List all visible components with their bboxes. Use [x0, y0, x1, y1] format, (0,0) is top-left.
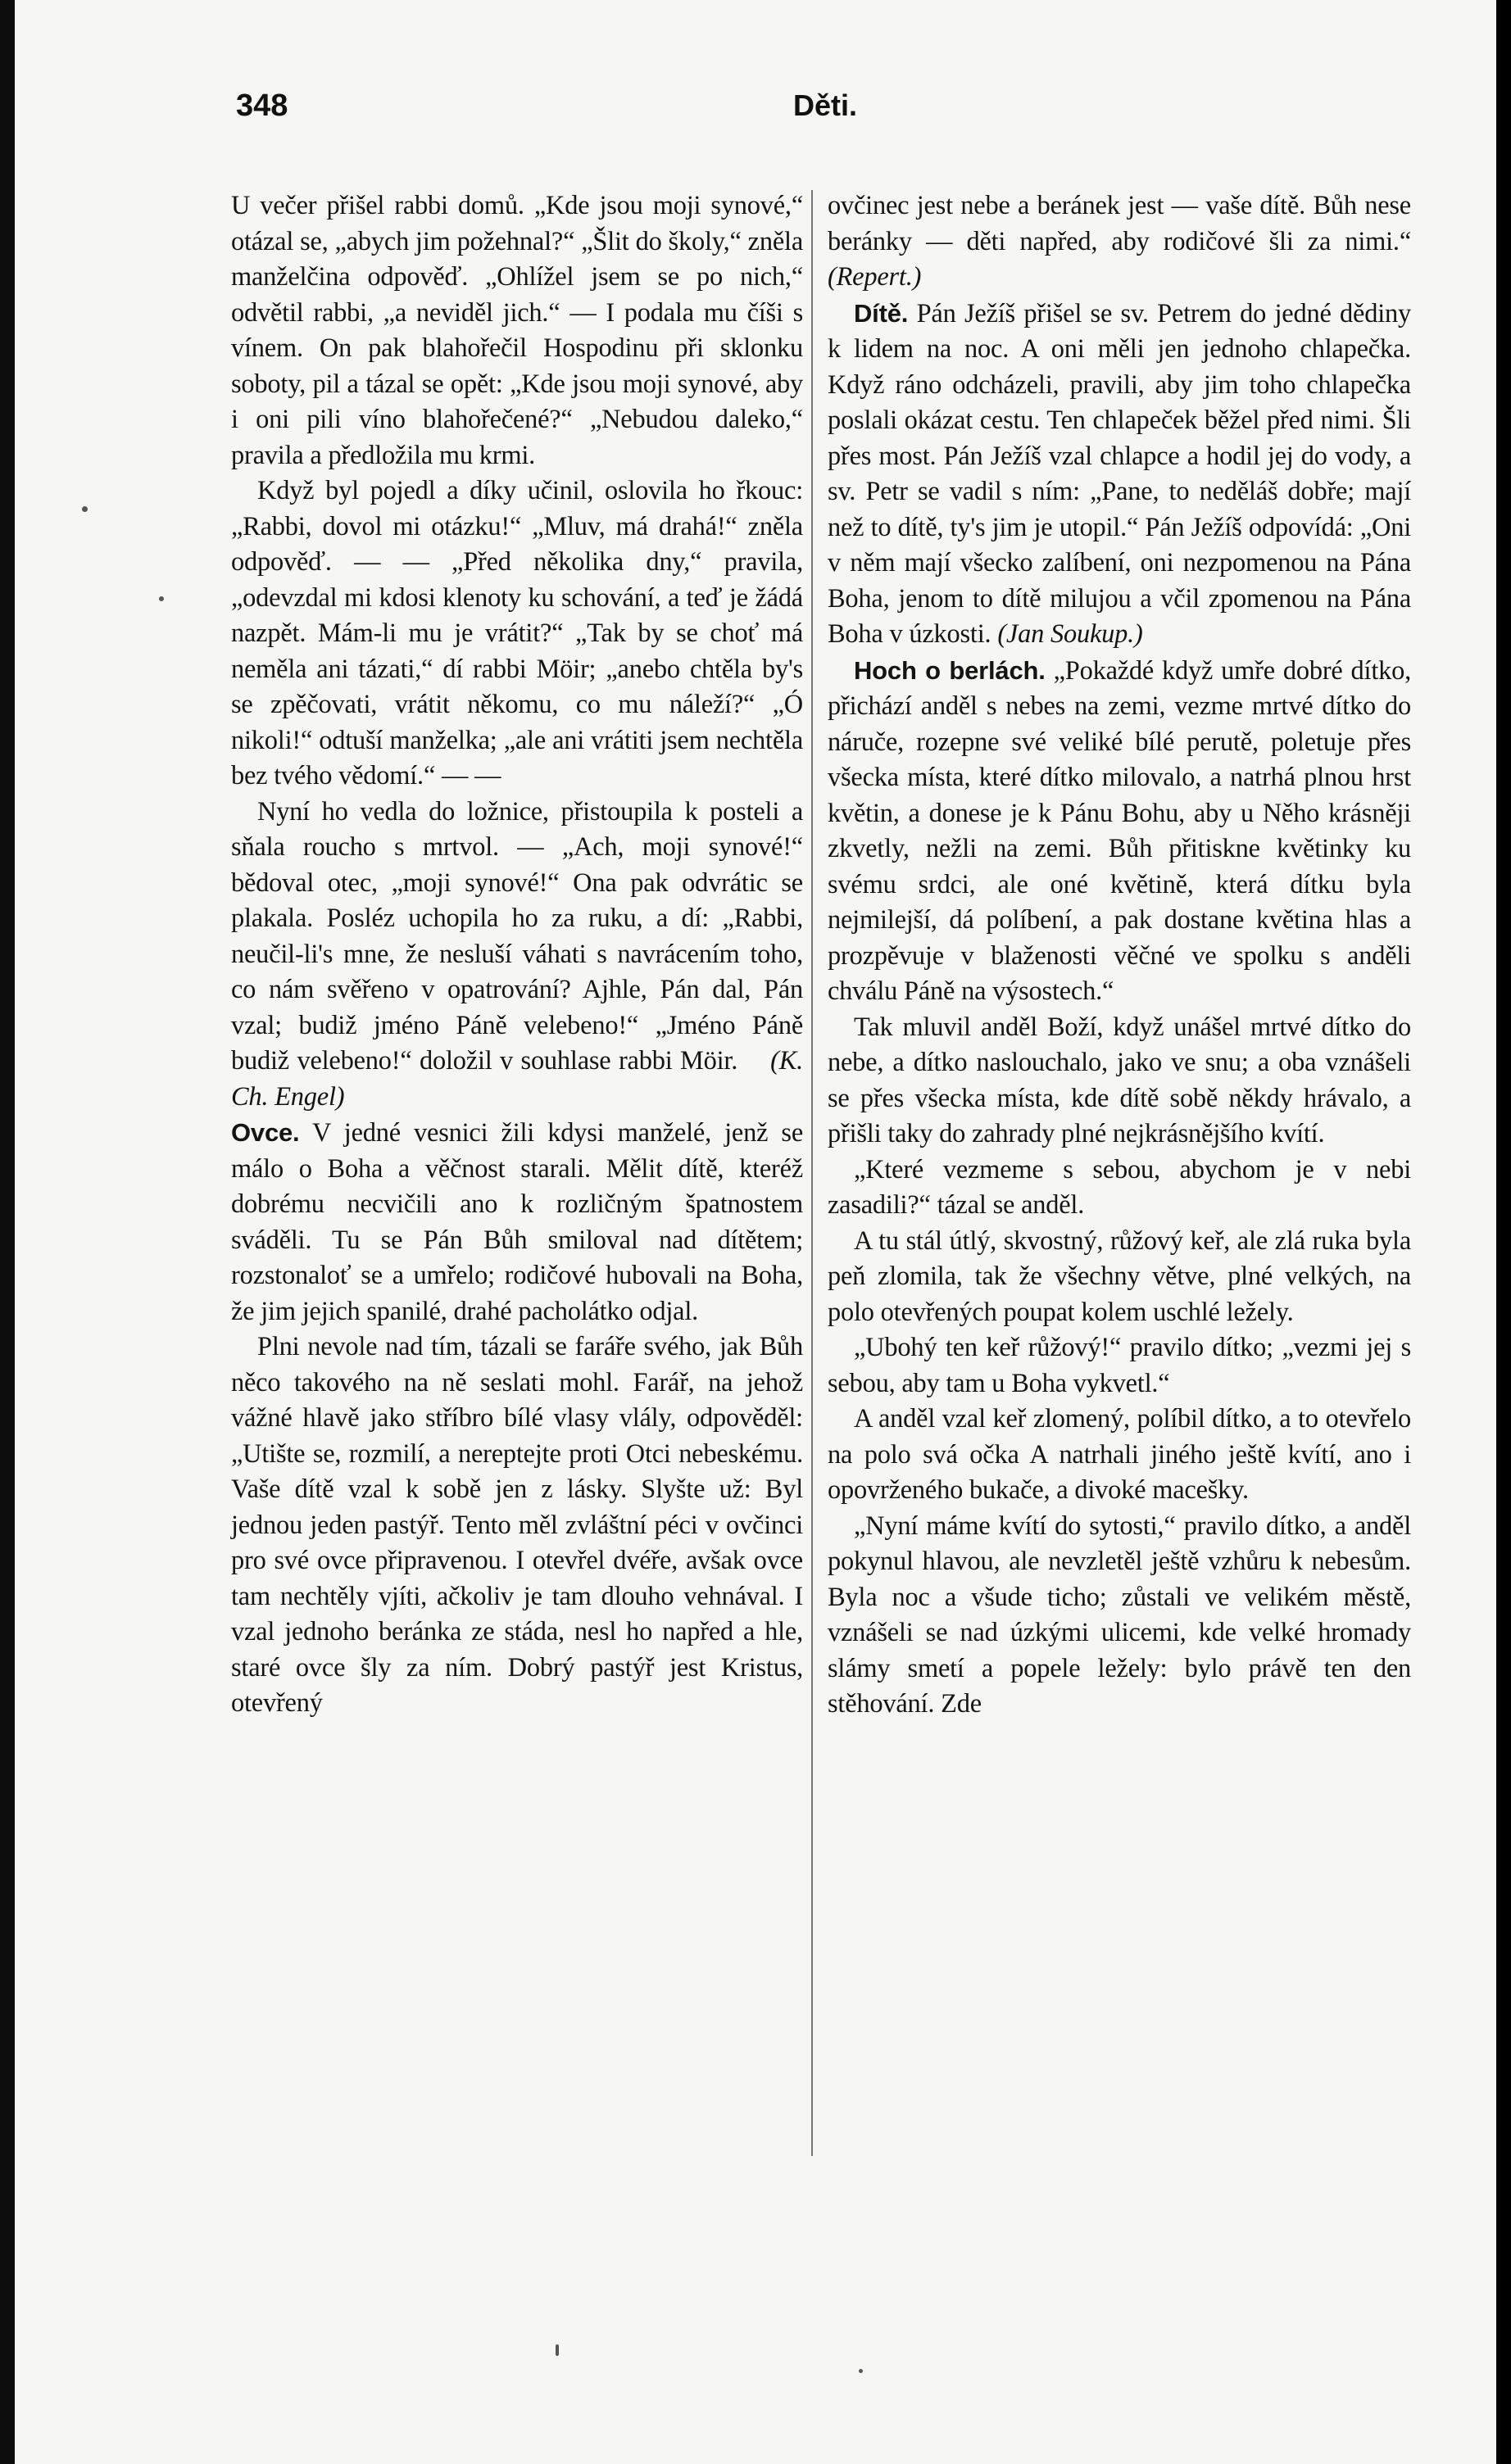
right-paragraph-8: A anděl vzal keř zlomený, políbil dítko, a to otevřelo na polo svá očka A natrhali jiného ještě kvítí, ano i opovrženého bukače, a divoké macešky. [828, 1404, 1411, 1505]
print-speck [159, 596, 164, 601]
right-paragraph-9: „Nyní máme kvítí do sytosti,“ pravilo dítko, a anděl pokynul hlavou, ale nevzletěl ještě vzhůru k nebesům. Byla noc a všude ticho; zůstali ve velikém městě, vznášeli se nad úzkými ulicemi, kde velké hromady slámy smetí a popele ležely: bylo právě ten den stěhování. Zde [828, 1511, 1411, 1719]
book-page [15, 0, 1496, 2464]
left-paragraph-3 [231, 795, 803, 1116]
column-divider [811, 190, 813, 2156]
left-column [231, 188, 803, 1722]
right-paragraph-2 [828, 296, 1411, 653]
right-paragraph-7: „Ubohý ten keř růžový!“ pravilo dítko; „vezmi jej s sebou, aby tam u Boha vykvetl.“ [828, 1333, 1411, 1398]
print-speck [556, 2344, 559, 2356]
left-paragraph-2: Když byl pojedl a díky učinil, oslovila ho řkouc: „Rabbi, dovol mi otázku!“ „Mluv, má drahá!“ zněla odpověď. — — „Před několika dny,“ pravila, „odevzdal mi kdosi klenoty ku schování, a teď je žádá nazpět. Mám-li mu je vrátit?“ „Tak by se choť má neměla ani tázati,“ dí rabbi Möir; „anebo chtěla by's se zpěčovati, vrátit někomu, co mu náleží?“ „Ó nikoli!“ odtuší manželka; „ale ani vrátiti jsem nechtěla bez tvého vědomí.“ — — [231, 476, 803, 790]
print-speck [82, 506, 88, 512]
print-speck [859, 2369, 863, 2373]
page-header [236, 88, 859, 146]
right-paragraph-2-text: Pán Ježíš přišel se sv. Petrem do jedné dědiny k lidem na noc. A oni měli jen jednoho chlapečka. Když ráno odcházeli, pravili, aby jim toho chlapečka poslali okázat cestu. Ten chlapeček běžel před nimi. Šli přes most. Pán Ježíš vzal chlapce a hodil jej do vody, a sv. Petr se vadil s ním: „Pane, to neděláš dobře; mají než to dítě, ty's jim je utopil.“ Pán Ježíš odpovídá: „Oni v něm mají všecko zalíbení, oni nezpomenou na Pána Boha, jenom to dítě milujou a včil zpomenou na Pána Boha v úzkosti. [828, 298, 1411, 649]
left-paragraph-5: Plni nevole nad tím, tázali se faráře svého, jak Bůh něco takového na ně seslati mohl. Farář, na jehož vážné hlavě jako stříbro bílé vlasy vlály, odpověděl: „Utište se, rozmilí, a nereptejte proti Otci nebeskému. Vaše dítě vzal k sobě jen z lásky. Slyšte už: Byl jednou jeden pastýř. Tento měl zvláštní péci v ovčinci pro své ovce připravenou. I otevřel dvéře, avšak ovce tam nechtěly vjíti, ačkoliv je tam dlouho vehnával. I vzal jednoho beránka ze stáda, nesl ho napřed a hle, staré ovce šly za ním. Dobrý pastýř jest Kristus, otevřený [231, 1332, 803, 1718]
page-number: 348 [236, 88, 288, 123]
section-heading-hoch-o-berlach: Hoch o berlách. [854, 655, 1046, 685]
left-paragraph-4-text: V jedné vesnici žili kdysi manželé, jenž se málo o Boha a věčnost starali. Mělit dítě, kteréž dobrému necvičili ano k rozličným špatnostem sváděli. Tu se Pán Bůh smiloval nad dítětem; rozstonaloť se a umřelo; rodičové hubovali na Boha, že jim jejich spanilé, drahé pacholátko odjal. [231, 1118, 803, 1326]
right-paragraph-1-text: ovčinec jest nebe a beránek jest — vaše dítě. Bůh nese beránky — děti napřed, aby rodičové šli za nimi.“ [828, 191, 1411, 256]
citation-repert: (Repert.) [828, 262, 922, 292]
right-column [828, 188, 1411, 1723]
citation-soukup: (Jan Soukup.) [997, 619, 1143, 649]
left-paragraph-1: U večer přišel rabbi domů. „Kde jsou moji synové,“ otázal se, „abych jim požehnal?“ „Šlit do školy,“ zněla manželčina odpověď. „Ohlížel jsem se po nich,“ odvětil rabbi, „a neviděl jich.“ — I podala mu číši s vínem. On pak blahořečil Hospodinu při sklonku soboty, pil a tázal se opět: „Kde jsou moji synové, aby i oni pili víno blahořečené?“ „Nebudou daleko,“ pravila a předložila mu krmi. [231, 191, 803, 470]
right-paragraph-5: „Které vezmeme s sebou, abychom je v nebi zasadili?“ tázal se anděl. [828, 1154, 1411, 1220]
left-paragraph-3-text: Nyní ho vedla do ložnice, přistoupila k posteli a sňala roucho s mrtvol. — „Ach, moji synové!“ bědoval otec, „moji synové!“ Ona pak odvrátic se plakala. Posléz uchopila ho za ruku, a dí: „Rabbi, neučil-li's mne, že nesluší váhati s navrácením toho, co nám svěřeno v opatrování? Ajhle, Pán dal, Pán vzal; budiž jméno Páně velebeno!“ „Jméno Páně budiž velebeno!“ doložil v souhlase rabbi Möir. [231, 796, 803, 1076]
running-title: Děti. [793, 88, 858, 122]
right-paragraph-4: Tak mluvil anděl Boží, když unášel mrtvé dítko do nebe, a dítko naslouchalo, jako ve snu; a oba vznášeli se přes všecka místa, kde dítě sobě někdy hrávalo, a přišli taky do zahrady plné nejkrásnějšího kvítí. [828, 1012, 1411, 1148]
section-heading-dite: Dítě. [854, 298, 909, 328]
left-paragraph-4 [231, 1115, 803, 1329]
right-paragraph-1 [828, 188, 1411, 296]
section-heading-ovce: Ovce. [231, 1118, 300, 1147]
page-edge [0, 0, 15, 2464]
citation-engel: (K. Ch. Engel) [231, 1046, 803, 1112]
right-paragraph-3-text: „Pokaždé když umře dobré dítko, přichází anděl s nebes na zemi, vezme mrtvé dítko do náruče, rozepne své veliké bílé perutě, poletuje přes všecka místa, které dítko milovalo, a natrhá plnou hrst květin, a donese je k Pánu Bohu, aby u Něho krásněji zkvetly, nežli na zemi. Bůh přitiskne květinky ku svému srdci, ale oné květině, která dítku byla nejmilejší, dá políbení, a pak dostane květina hlas a prozpěvuje v blaženosti věčné ve spolku s anděli chválu Páně na výsostech.“ [828, 655, 1412, 1006]
right-paragraph-6: A tu stál útlý, skvostný, růžový keř, ale zlá ruka byla peň zlomila, tak že všechny větve, plné velkých, na polo otevřených poupat kolem uschlé ležely. [828, 1225, 1411, 1327]
right-paragraph-3 [828, 653, 1411, 1010]
